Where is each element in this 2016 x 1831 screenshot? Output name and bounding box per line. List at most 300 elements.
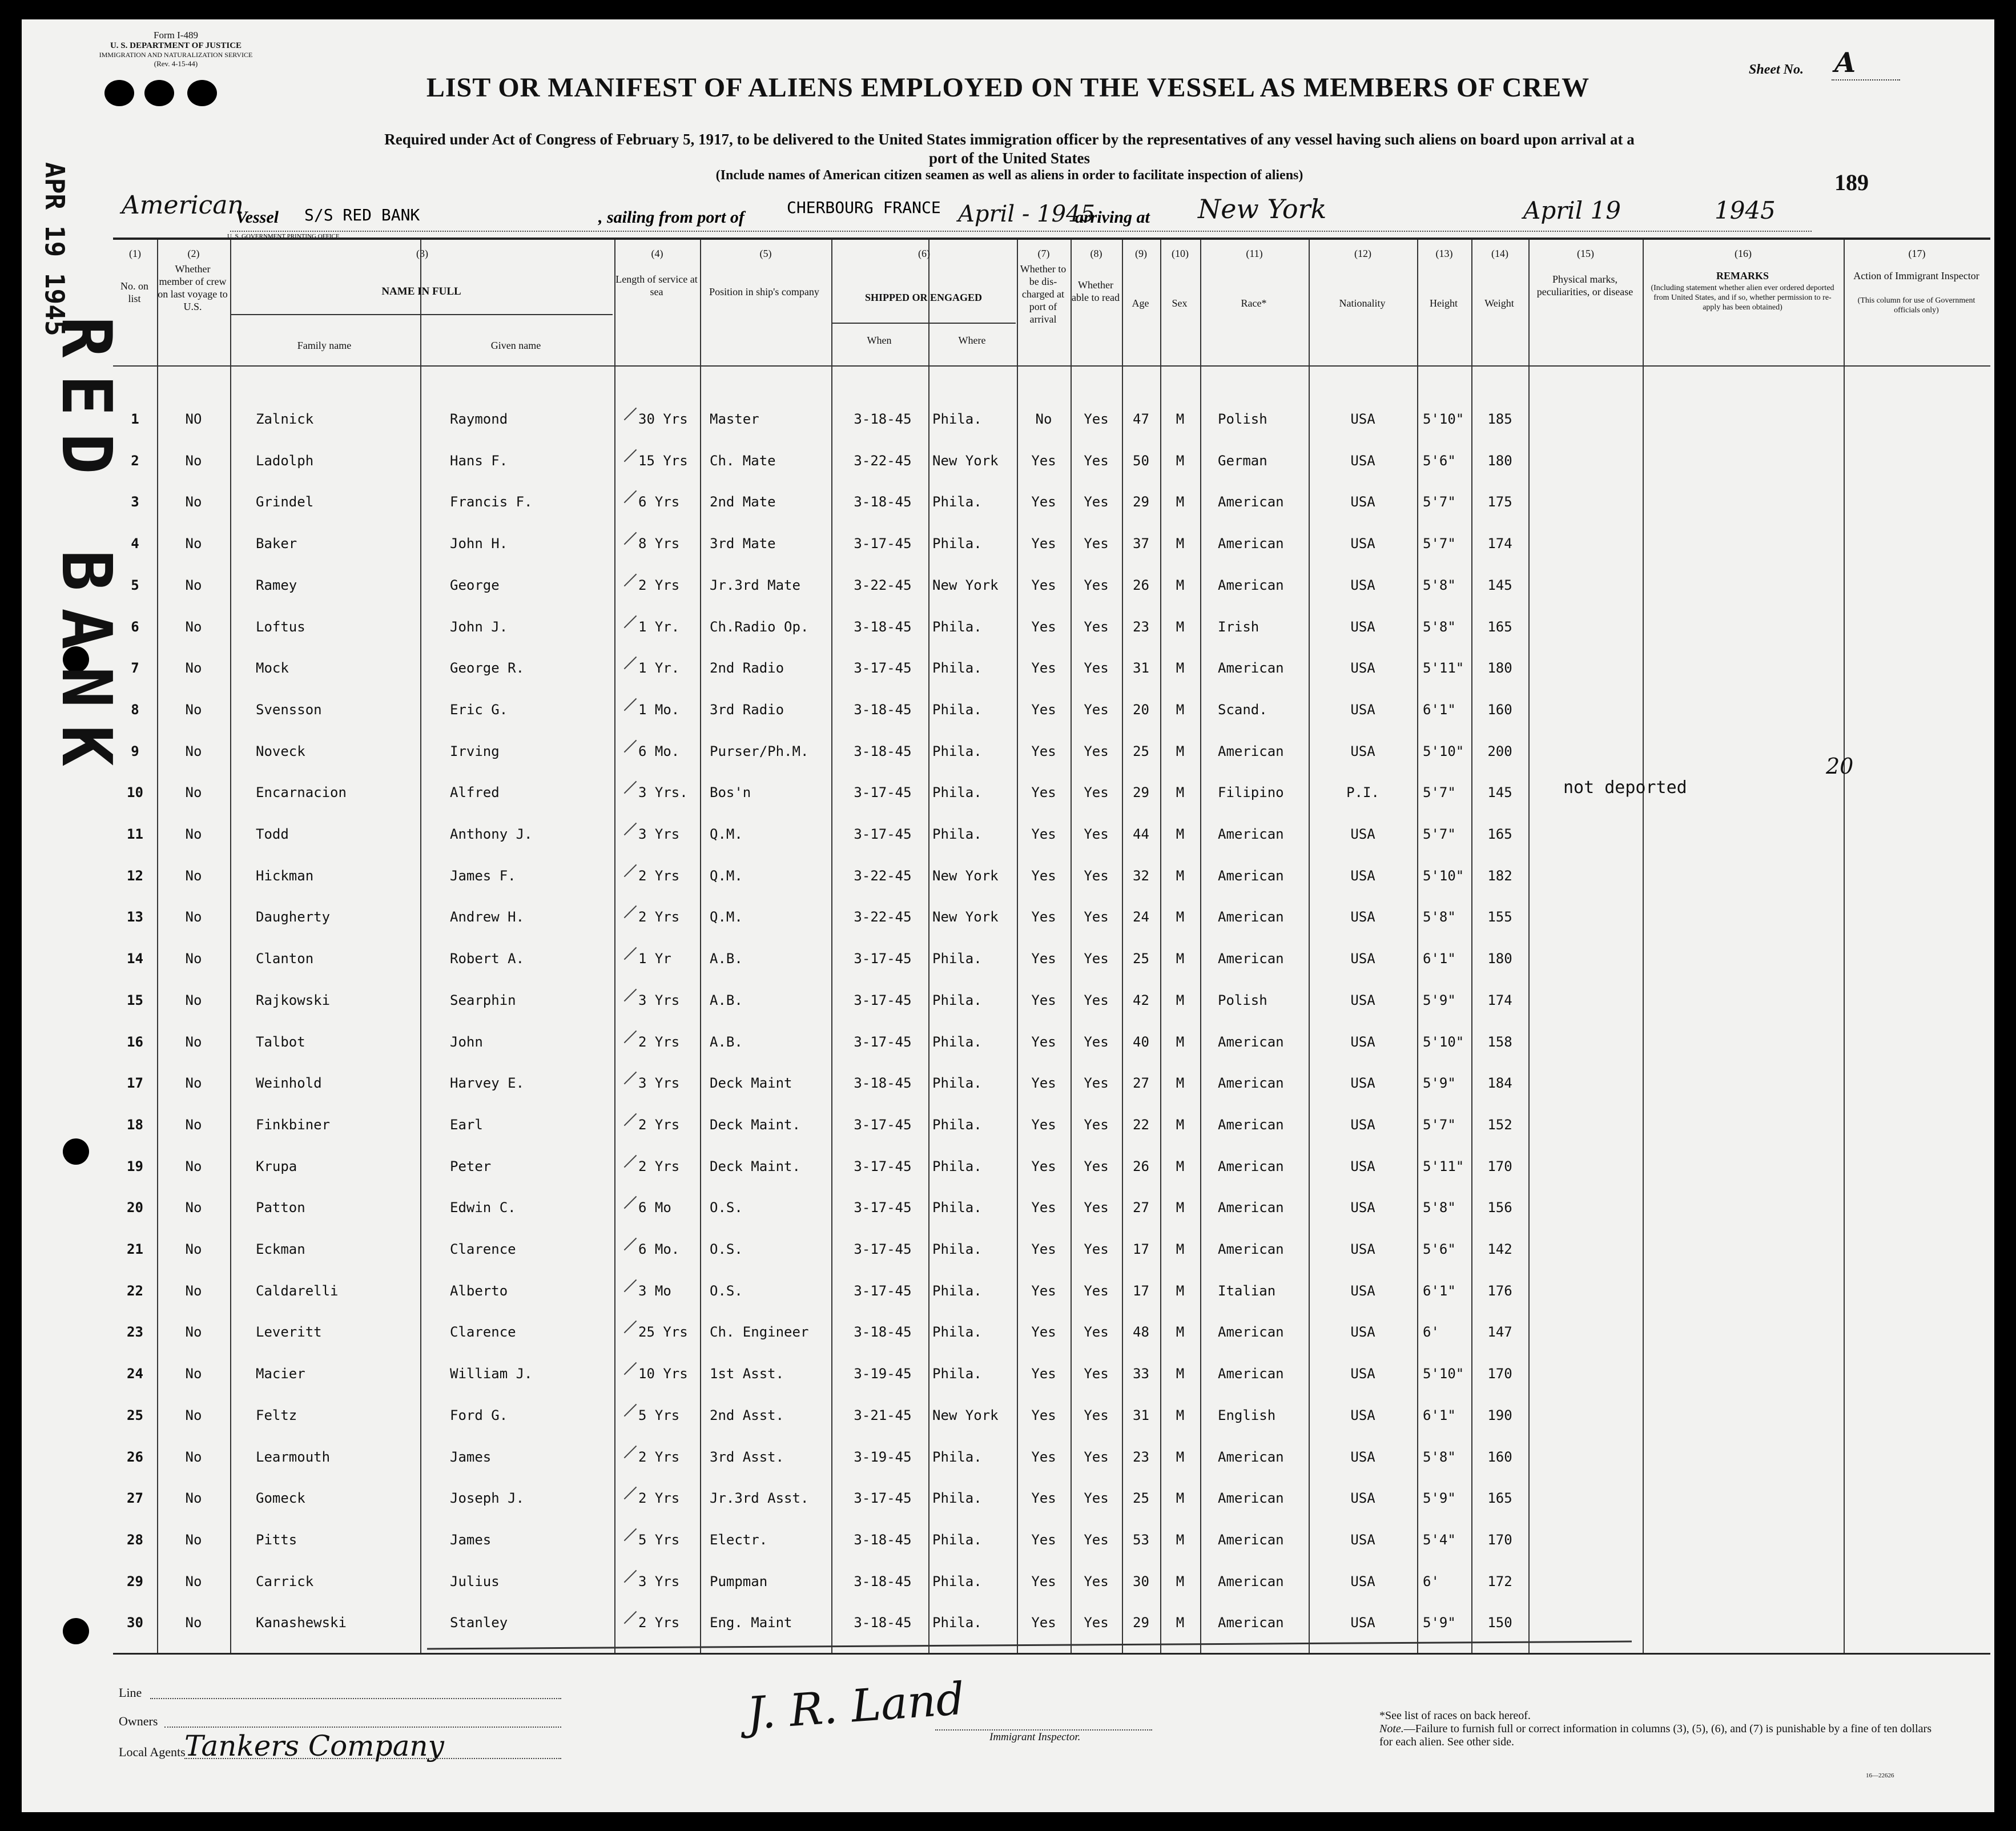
check-mark [624, 1238, 637, 1251]
crew-when: 3-18-45 [854, 1075, 912, 1092]
crew-last: No [185, 1573, 202, 1589]
crew-service: 2 Yrs [638, 1615, 680, 1631]
crew-read: Yes [1084, 577, 1109, 593]
crew-race: American [1218, 1158, 1284, 1174]
crew-read: Yes [1084, 536, 1109, 552]
page-number: 189 [1834, 170, 1869, 195]
column-number: (10) [1172, 248, 1189, 259]
crew-given: Ford G. [450, 1407, 508, 1423]
crew-read: Yes [1084, 1033, 1109, 1050]
sheet-label: Sheet No. [1749, 62, 1804, 77]
crew-disch: Yes [1031, 618, 1056, 635]
check-mark [624, 1362, 637, 1375]
crew-when: 3-19-45 [854, 1448, 912, 1465]
crew-age: 27 [1133, 1200, 1149, 1216]
crew-last: No [185, 1407, 202, 1423]
crew-height: 5'10" [1423, 1366, 1464, 1382]
crew-weight: 200 [1487, 743, 1512, 759]
check-mark [624, 1030, 637, 1043]
column-number: (15) [1577, 248, 1594, 259]
crew-row [113, 649, 1990, 689]
crew-read: Yes [1084, 1158, 1109, 1174]
crew-nat: USA [1350, 1241, 1375, 1257]
crew-read: Yes [1084, 1490, 1109, 1507]
note-label: Note. [1379, 1723, 1404, 1735]
crew-no: 14 [127, 951, 143, 967]
column-number: (4) [651, 248, 663, 259]
crew-race: American [1218, 1573, 1284, 1589]
check-mark [624, 1528, 637, 1542]
crew-service: 2 Yrs [638, 909, 680, 925]
crew-weight: 145 [1487, 577, 1512, 593]
crew-no: 15 [127, 992, 143, 1008]
crew-sex: M [1176, 452, 1185, 469]
crew-row [113, 898, 1990, 937]
line-label: Line [119, 1685, 142, 1700]
column-number: (16) [1735, 248, 1752, 259]
vessel-label: Vessel [236, 208, 279, 227]
crew-sex: M [1176, 1490, 1185, 1507]
crew-where: New York [932, 452, 999, 469]
crew-family: Baker [256, 536, 297, 552]
crew-where: Phila. [932, 1366, 982, 1382]
crew-position: Q.M. [710, 867, 743, 884]
crew-race: American [1218, 867, 1284, 884]
crew-weight: 184 [1487, 1075, 1512, 1092]
crew-race: American [1218, 1324, 1284, 1341]
crew-disch: No [1035, 411, 1052, 427]
crew-service: 5 Yrs [638, 1531, 680, 1548]
crew-height: 5'8" [1423, 1200, 1456, 1216]
crew-no: 8 [131, 701, 139, 718]
crew-read: Yes [1084, 1407, 1109, 1423]
crew-last: No [185, 577, 202, 593]
crew-read: Yes [1084, 1200, 1109, 1216]
col-discharged: Whether to be dis-charged at port of arrival [1020, 263, 1067, 325]
crew-age: 48 [1133, 1324, 1149, 1341]
crew-age: 47 [1133, 411, 1149, 427]
crew-given: Eric G. [450, 701, 508, 718]
crew-row [113, 524, 1990, 564]
crew-height: 5'10" [1423, 743, 1464, 759]
crew-position: 2nd Asst. [710, 1407, 784, 1423]
crew-disch: Yes [1031, 1324, 1056, 1341]
crew-position: Master [710, 411, 759, 427]
crew-last: No [185, 909, 202, 925]
crew-sex: M [1176, 1200, 1185, 1216]
crew-disch: Yes [1031, 494, 1056, 510]
crew-weight: 170 [1487, 1158, 1512, 1174]
crew-sex: M [1176, 701, 1185, 718]
crew-height: 5'10" [1423, 411, 1464, 427]
crew-no: 10 [127, 784, 143, 801]
crew-service: 1 Yr. [638, 660, 680, 677]
crew-disch: Yes [1031, 1407, 1056, 1423]
line-rule [150, 1698, 561, 1699]
crew-age: 26 [1133, 1158, 1149, 1174]
crew-position: Jr.3rd Asst. [710, 1490, 809, 1507]
crew-read: Yes [1084, 1282, 1109, 1299]
col-physical: Physical marks, peculiarities, or disease [1536, 273, 1633, 297]
crew-last: No [185, 1116, 202, 1133]
crew-height: 5'11" [1423, 660, 1464, 677]
crew-row [113, 939, 1990, 979]
crew-height: 5'8" [1423, 1448, 1456, 1465]
crew-position: Pumpman [710, 1573, 768, 1589]
crew-no: 19 [127, 1158, 143, 1174]
crew-when: 3-17-45 [854, 992, 912, 1008]
crew-no: 7 [131, 660, 139, 677]
printing-office: U. S. GOVERNMENT PRINTING OFFICE [227, 233, 340, 240]
col-no-on-list: No. on list [120, 280, 148, 304]
crew-family: Clanton [256, 951, 314, 967]
crew-age: 22 [1133, 1116, 1149, 1133]
check-mark [624, 1321, 637, 1334]
crew-service: 3 Yrs [638, 1573, 680, 1589]
crew-height: 5'7" [1423, 826, 1456, 842]
crew-age: 20 [1133, 701, 1149, 718]
crew-last: No [185, 1448, 202, 1465]
crew-sex: M [1176, 992, 1185, 1008]
crew-no: 22 [127, 1282, 143, 1299]
name-sub-rule [230, 314, 613, 315]
crew-height: 5'7" [1423, 1116, 1456, 1133]
crew-height: 5'10" [1423, 1033, 1464, 1050]
col-weight: Weight [1484, 297, 1514, 309]
crew-position: O.S. [710, 1200, 743, 1216]
crew-nat: USA [1350, 536, 1375, 552]
crew-given: Julius [450, 1573, 500, 1589]
crew-no: 11 [127, 826, 143, 842]
crew-nat: USA [1350, 452, 1375, 469]
crew-family: Ramey [256, 577, 297, 593]
crew-read: Yes [1084, 1241, 1109, 1257]
form-number: Form I-489 [154, 30, 198, 41]
crew-last: No [185, 452, 202, 469]
crew-nat: USA [1350, 577, 1375, 593]
crew-disch: Yes [1031, 660, 1056, 677]
check-mark [624, 698, 637, 711]
crew-when: 3-17-45 [854, 1158, 912, 1174]
crew-family: Svensson [256, 701, 322, 718]
service-name: IMMIGRATION AND NATURALIZATION SERVICE [99, 51, 253, 59]
header-bottom-rule [113, 365, 1990, 367]
crew-height: 5'11" [1423, 1158, 1464, 1174]
crew-where: Phila. [932, 618, 982, 635]
crew-disch: Yes [1031, 1366, 1056, 1382]
note-text: —Failure to furnish full or correct information in columns (3), (5), (6), and (7) is punishable by a fine of ten dollars for each alien. See other side. [1379, 1723, 1932, 1748]
crew-service: 3 Yrs [638, 826, 680, 842]
agents-label: Local Agents [119, 1745, 186, 1759]
crew-row [113, 1271, 1990, 1311]
crew-family: Eckman [256, 1241, 305, 1257]
check-mark [624, 947, 637, 960]
crew-race: Italian [1218, 1282, 1276, 1299]
check-mark [624, 1403, 637, 1416]
crew-weight: 155 [1487, 909, 1512, 925]
crew-position: A.B. [710, 992, 743, 1008]
crew-age: 31 [1133, 660, 1149, 677]
crew-position: Bos'n [710, 784, 751, 801]
crew-service: 25 Yrs [638, 1324, 688, 1341]
crew-race: American [1218, 1033, 1284, 1050]
crew-last: No [185, 660, 202, 677]
column-number: (2) [187, 248, 200, 259]
crew-last: No [185, 1282, 202, 1299]
crew-no: 27 [127, 1490, 143, 1507]
crew-nat: USA [1350, 1200, 1375, 1216]
crew-last: No [185, 1033, 202, 1050]
crew-read: Yes [1084, 1448, 1109, 1465]
crew-service: 2 Yrs [638, 1033, 680, 1050]
crew-last: NO [185, 411, 202, 427]
crew-disch: Yes [1031, 784, 1056, 801]
crew-no: 16 [127, 1033, 143, 1050]
crew-disch: Yes [1031, 1615, 1056, 1631]
crew-nat: USA [1350, 701, 1375, 718]
crew-family: Loftus [256, 618, 305, 635]
crew-disch: Yes [1031, 1075, 1056, 1092]
crew-when: 3-18-45 [854, 701, 912, 718]
crew-row [113, 1438, 1990, 1478]
crew-nat: USA [1350, 411, 1375, 427]
inspector-label: Immigrant Inspector. [989, 1731, 1081, 1743]
crew-nat: USA [1350, 1116, 1375, 1133]
arrival-date: April 19 [1523, 196, 1621, 224]
column-number: (9) [1135, 248, 1147, 259]
crew-where: New York [932, 909, 999, 925]
crew-weight: 145 [1487, 784, 1512, 801]
crew-disch: Yes [1031, 1490, 1056, 1507]
crew-where: Phila. [932, 1490, 982, 1507]
crew-given: George R. [450, 660, 525, 677]
crew-disch: Yes [1031, 1573, 1056, 1589]
crew-race: American [1218, 1615, 1284, 1631]
crew-disch: Yes [1031, 867, 1056, 884]
crew-service: 3 Yrs [638, 1075, 680, 1092]
crew-height: 5'8" [1423, 577, 1456, 593]
crew-read: Yes [1084, 452, 1109, 469]
crew-sex: M [1176, 577, 1185, 593]
crew-where: Phila. [932, 1075, 982, 1092]
crew-family: Daugherty [256, 909, 331, 925]
check-mark [624, 408, 637, 421]
column-number: (1) [129, 248, 141, 259]
crew-nat: USA [1350, 826, 1375, 842]
crew-row [113, 1023, 1990, 1063]
crew-sex: M [1176, 1116, 1185, 1133]
crew-service: 1 Mo. [638, 701, 680, 718]
departure-port: CHERBOURG FRANCE [787, 198, 941, 217]
col-action: Action of Immigrant Inspector [1853, 270, 1979, 281]
crew-position: O.S. [710, 1282, 743, 1299]
crew-read: Yes [1084, 618, 1109, 635]
vessel-name: S/S RED BANK [304, 206, 420, 224]
crew-age: 37 [1133, 536, 1149, 552]
crew-no: 9 [131, 743, 139, 759]
crew-given: James [450, 1448, 492, 1465]
crew-read: Yes [1084, 1573, 1109, 1589]
crew-where: Phila. [932, 411, 982, 427]
agents-handwritten: Tankers Company [184, 1729, 444, 1762]
crew-service: 3 Yrs. [638, 784, 688, 801]
crew-height: 5'9" [1423, 1615, 1456, 1631]
crew-race: Polish [1218, 992, 1267, 1008]
crew-row [113, 1147, 1990, 1187]
crew-race: American [1218, 826, 1284, 842]
crew-where: Phila. [932, 701, 982, 718]
crew-where: Phila. [932, 826, 982, 842]
crew-where: Phila. [932, 1282, 982, 1299]
crew-read: Yes [1084, 411, 1109, 427]
check-mark [624, 988, 637, 1001]
crew-sex: M [1176, 909, 1185, 925]
crew-read: Yes [1084, 826, 1109, 842]
check-mark [624, 1487, 637, 1500]
crew-when: 3-18-45 [854, 1324, 912, 1341]
crew-row [113, 856, 1990, 896]
crew-where: Phila. [932, 494, 982, 510]
crew-family: Grindel [256, 494, 314, 510]
crew-no: 21 [127, 1241, 143, 1257]
crew-when: 3-17-45 [854, 1033, 912, 1050]
crew-where: Phila. [932, 1241, 982, 1257]
crew-disch: Yes [1031, 743, 1056, 759]
crew-position: Ch. Mate [710, 452, 776, 469]
col-member-last-voyage: Whether member of crew on last voyage to U.S. [158, 263, 228, 312]
check-mark [624, 1072, 637, 1085]
check-mark [624, 532, 637, 545]
crew-height: 5'10" [1423, 867, 1464, 884]
crew-nat: USA [1350, 1573, 1375, 1589]
crew-no: 29 [127, 1573, 143, 1589]
inspector-signature: J. R. Land [745, 1673, 967, 1740]
crew-service: 1 Yr. [638, 618, 680, 635]
check-mark [624, 1611, 637, 1624]
crew-when: 3-18-45 [854, 743, 912, 759]
crew-read: Yes [1084, 1075, 1109, 1092]
arrival-year: 1945 [1715, 196, 1776, 224]
crew-last: No [185, 867, 202, 884]
crew-weight: 147 [1487, 1324, 1512, 1341]
column-number: (7) [1037, 248, 1050, 259]
crew-given: Robert A. [450, 951, 525, 967]
crew-age: 44 [1133, 826, 1149, 842]
crew-read: Yes [1084, 743, 1109, 759]
col-height: Height [1430, 297, 1458, 309]
crew-nat: USA [1350, 618, 1375, 635]
check-mark [624, 449, 637, 462]
crew-row [113, 400, 1990, 440]
crew-sex: M [1176, 1241, 1185, 1257]
crew-read: Yes [1084, 867, 1109, 884]
crew-nat: USA [1350, 909, 1375, 925]
column-number: (14) [1491, 248, 1508, 259]
stamp-date: APR 19 1945 [39, 162, 70, 336]
manifest-sheet [22, 19, 1994, 1812]
crew-age: 30 [1133, 1573, 1149, 1589]
crew-race: American [1218, 909, 1284, 925]
crew-height: 5'9" [1423, 1075, 1456, 1092]
crew-height: 5'4" [1423, 1531, 1456, 1548]
crew-when: 3-17-45 [854, 1241, 912, 1257]
crew-last: No [185, 1490, 202, 1507]
crew-weight: 165 [1487, 1490, 1512, 1507]
crew-where: Phila. [932, 536, 982, 552]
crew-given: William J. [450, 1366, 533, 1382]
crew-race: American [1218, 536, 1284, 552]
crew-weight: 175 [1487, 494, 1512, 510]
crew-sex: M [1176, 1615, 1185, 1631]
crew-height: 6' [1423, 1573, 1439, 1589]
crew-row [113, 1603, 1990, 1643]
crew-weight: 180 [1487, 452, 1512, 469]
col-position: Position in ship's company [709, 286, 819, 297]
column-number: (13) [1435, 248, 1453, 259]
crew-read: Yes [1084, 1324, 1109, 1341]
crew-row [113, 1479, 1990, 1519]
crew-when: 3-17-45 [854, 536, 912, 552]
page-title: LIST OR MANIFEST OF ALIENS EMPLOYED ON THE VESSEL AS MEMBERS OF CREW [426, 73, 1590, 103]
col-action-note: (This column for use of Government officials only) [1857, 296, 1975, 315]
crew-no: 1 [131, 411, 139, 427]
crew-where: New York [932, 1407, 999, 1423]
crew-weight: 176 [1487, 1282, 1512, 1299]
crew-service: 2 Yrs [638, 577, 680, 593]
check-mark [624, 573, 637, 586]
crew-race: American [1218, 1366, 1284, 1382]
crew-when: 3-18-45 [854, 494, 912, 510]
crew-row [113, 815, 1990, 855]
col-able-read: Whether able to read [1072, 279, 1120, 303]
crew-nat: USA [1350, 1448, 1375, 1465]
crew-service: 6 Mo [638, 1200, 671, 1216]
sailing-date: April - 1945 [958, 201, 1095, 227]
crew-given: James F. [450, 867, 516, 884]
check-mark [624, 1113, 637, 1126]
crew-family: Mock [256, 660, 289, 677]
crew-position: 2nd Mate [710, 494, 776, 510]
shipped-sub-rule [831, 323, 1016, 324]
crew-position: Jr.3rd Mate [710, 577, 800, 593]
crew-read: Yes [1084, 701, 1109, 718]
crew-height: 6'1" [1423, 1407, 1456, 1423]
crew-where: Phila. [932, 1200, 982, 1216]
crew-age: 33 [1133, 1366, 1149, 1382]
crew-sex: M [1176, 1531, 1185, 1548]
column-number: (6) [918, 248, 930, 259]
crew-weight: 150 [1487, 1615, 1512, 1631]
crew-age: 53 [1133, 1531, 1149, 1548]
check-mark [624, 739, 637, 752]
crew-position: 3rd Radio [710, 701, 784, 718]
crew-row [113, 482, 1990, 522]
crew-given: Andrew H. [450, 909, 525, 925]
crew-service: 2 Yrs [638, 1490, 680, 1507]
col-name-in-full: NAME IN FULL [381, 285, 461, 297]
crew-family: Talbot [256, 1033, 305, 1050]
crew-where: Phila. [932, 1573, 982, 1589]
col-where: Where [958, 335, 986, 346]
crew-service: 10 Yrs [638, 1366, 688, 1382]
col-given-name: Given name [490, 340, 541, 351]
crew-no: 5 [131, 577, 139, 593]
check-mark [624, 864, 637, 877]
check-mark [624, 1279, 637, 1292]
crew-where: Phila. [932, 660, 982, 677]
crew-when: 3-18-45 [854, 618, 912, 635]
crew-height: 5'6" [1423, 452, 1456, 469]
